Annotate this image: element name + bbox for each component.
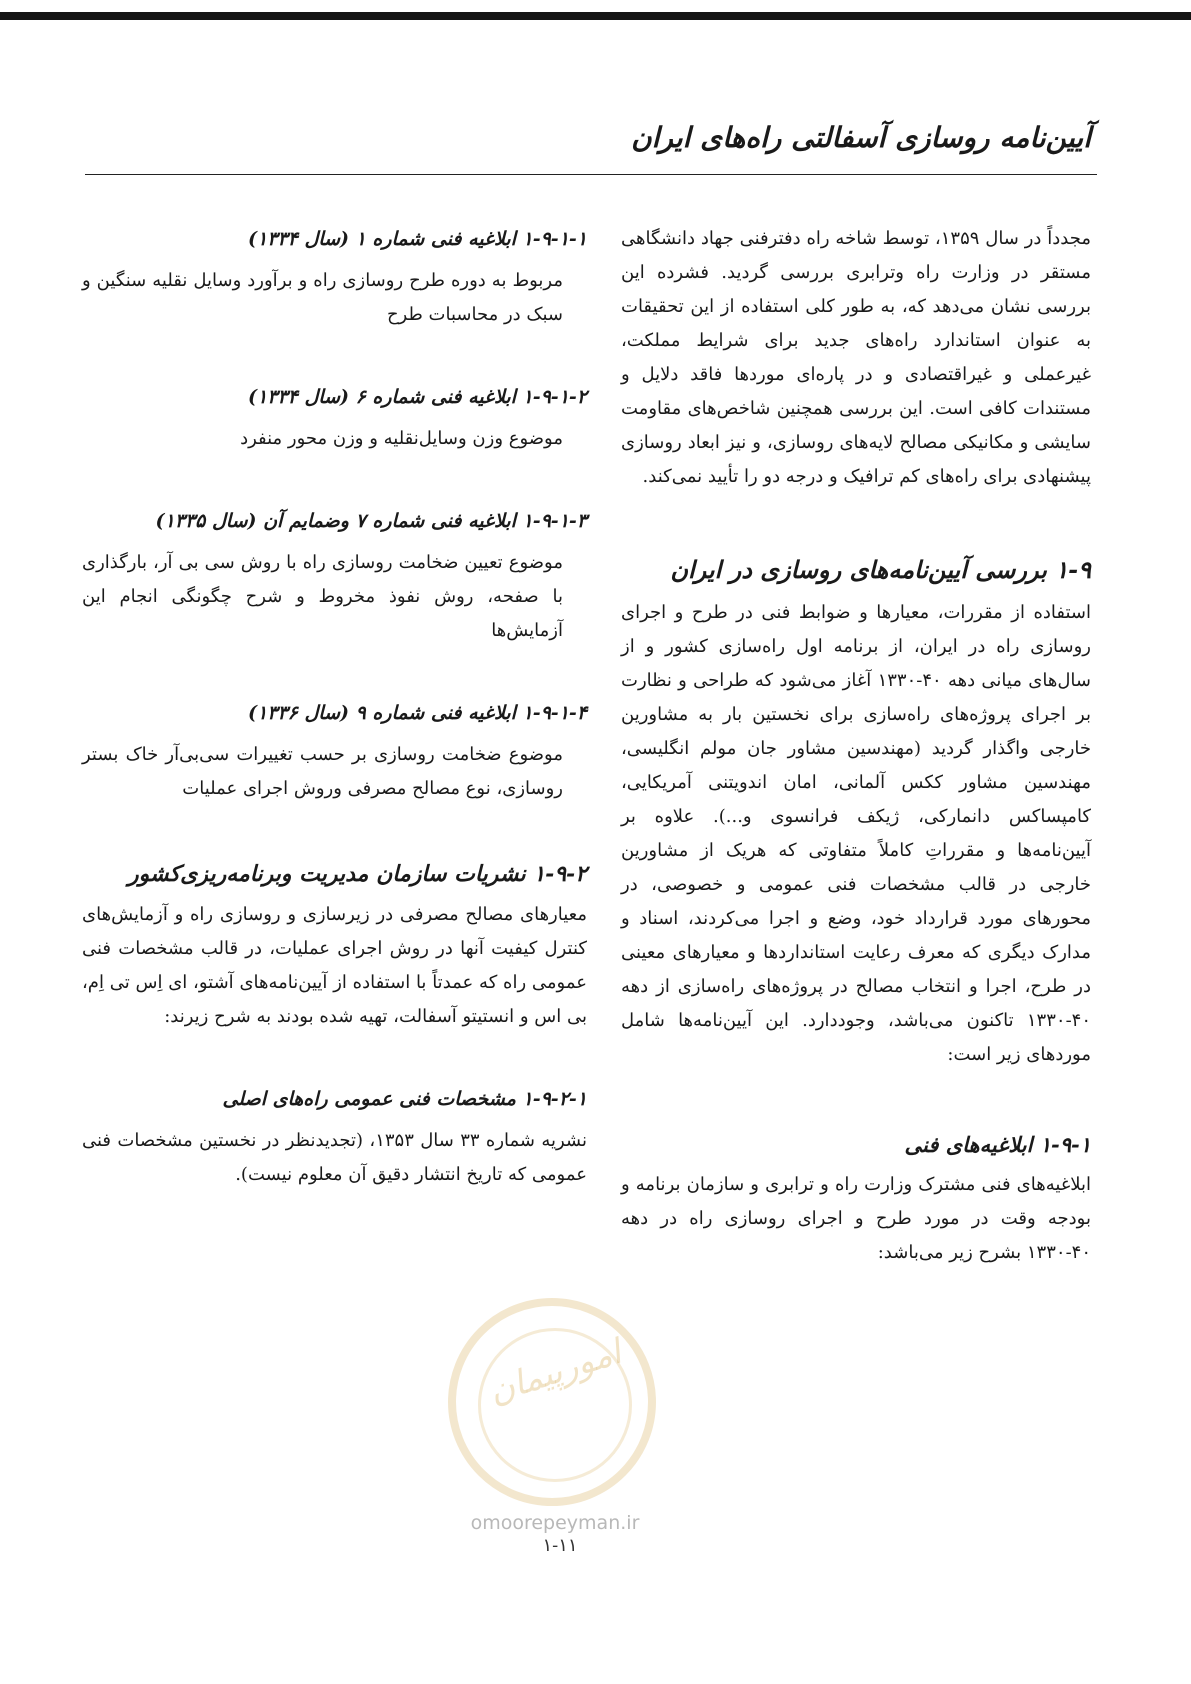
subsection-paragraph: ابلاغیه‌های فنی مشترک وزارت راه و ترابری و سازمان برنامه و بودجه وقت در مورد طرح و اجرای روسازی راه در دهه ۴۰-۱۳۳۰ بشرح زیر می‌باشد: [621, 1174, 1091, 1263]
section-heading-1-9-2: ۱-۹-۲ نشریات سازمان مدیریت وبرنامه‌ریزی‌کشور [128, 861, 587, 887]
item-heading-2: ۱-۹-۱-۲ ابلاغیه فنی شماره ۶ (سال ۱۳۳۴) [248, 386, 587, 408]
subsection-heading-1-9-1: ۱-۹-۱ ابلاغیه‌های فنی [904, 1132, 1091, 1157]
watermark-seal [448, 1298, 656, 1506]
item-text-3: موضوع تعیین ضخامت روسازی راه با روش سی بی آر، بارگذاری با صفحه، روش نفوذ مخروط و شرح چگونگی انجام این آزمایش‌ها [82, 552, 563, 641]
top-rule [0, 12, 1191, 20]
right-column [621, 222, 1091, 1270]
item-heading-1: ۱-۹-۱-۱ ابلاغیه فنی شماره ۱ (سال ۱۳۳۴) [248, 228, 587, 250]
section-paragraph: استفاده از مقررات، معیارها و ضوابط فنی در طرح و اجرای روسازی راه در ایران، از برنامه اول راه‌سازی کشور و از سال‌های میانی دهه ۴۰-۱۳۳۰ آغاز می‌شود که طراحی و نظارت بر اجرای پروژه‌های راه‌سازی برای نخستین بار به مشاورین خارجی واگذار گردید (مهندسین مشاور جان مولم انگلیسی، مهندسین مشاور ککس آلمانی، امان اندویتنی آمریکایی، کامپساکس دانمارکی، ژیکف فرانسوی و...). علاوه بر آیین‌نامه‌ها و مقرراتِ کاملاً متفاوتی که هریک از مشاورین خارجی در قالب مشخصات فنی عمومی و خصوصی، در محورهای مورد قرارداد خود، وضع و اجرا می‌کردند، اسناد و مدارک دیگری که معرف رعایت استانداردها و معیارهای معینی در طرح، اجرا و انتخاب مصالح در پروژه‌های راه‌سازی از دهه ۴۰-۱۳۳۰ تاکنون می‌باشد، وجوددارد. این آیین‌نامه‌ها شامل موردهای زیر است: [621, 602, 1091, 1065]
left-column [82, 222, 587, 1192]
item-text-4: موضوع ضخامت روسازی بر حسب تغییرات سی‌بی‌آر خاک بستر روسازی، نوع مصالح مصرفی وروش اجرای عملیات [82, 744, 563, 799]
page-number: ۱-۱۱ [542, 1535, 578, 1556]
subsection2-paragraph: نشریه شماره ۳۳ سال ۱۳۵۳، (تجدیدنظر در نخستین مشخصات فنی عمومی که تاریخ انتشار دقیق آن معلوم نیست). [82, 1130, 587, 1185]
section-heading-1-9: ۱-۹ بررسی آیین‌نامه‌های روسازی در ایران [670, 555, 1091, 584]
subsection-heading-1-9-2-1: ۱-۹-۲-۱ مشخصات فنی عمومی راه‌های اصلی [222, 1088, 587, 1110]
intro-paragraph: مجدداً در سال ۱۳۵۹، توسط شاخه راه دفترفنی جهاد دانشگاهی مستقر در وزارت راه وترابری بررسی گردید. فشرده این بررسی نشان می‌دهد که، به طور کلی استفاده از این تحقیقات به عنوان استاندارد راه‌های جدید برای شرایط مملکت، غیرعملی و غیراقتصادی و در پاره‌ای موردها فاقد دلایل و مستندات کافی است. این بررسی همچنین شاخص‌های مقاومت سایشی و مکانیکی مصالح لایه‌های روسازی، و نیز ابعاد روسازی پیشنهادی برای راه‌های کم ترافیک و درجه دو را تأیید نمی‌کند. [621, 228, 1091, 487]
item-heading-3: ۱-۹-۱-۳ ابلاغیه فنی شماره ۷ وضمایم آن (سال ۱۳۳۵) [155, 510, 587, 532]
running-header: آیین‌نامه روسازی آسفالتی راه‌های ایران [631, 121, 1091, 154]
section2-paragraph: معیارهای مصالح مصرفی در زیرسازی و روسازی راه و آزمایش‌های کنترل کیفیت آنها در روش اجرای عملیات، در قالب مشخصات فنی عمومی راه که عمدتاً با استفاده از آیین‌نامه‌های آشتو، ای اِس تی اِم، بی اس و انستیتو آسفالت، تهیه شده بودند به شرح زیرند: [82, 904, 587, 1027]
item-text-1: مربوط به دوره طرح روسازی راه و برآورد وسایل نقلیه سنگین و سبک در محاسبات طرح [82, 270, 563, 325]
header-rule [85, 174, 1097, 175]
item-text-2: موضوع وزن وسایل‌نقلیه و وزن محور منفرد [240, 428, 563, 449]
watermark-logo-text: امورپیمان [483, 1331, 627, 1413]
item-heading-4: ۱-۹-۱-۴ ابلاغیه فنی شماره ۹ (سال ۱۳۳۶) [248, 702, 587, 724]
website-watermark: omoorepeyman.ir [470, 1512, 640, 1534]
